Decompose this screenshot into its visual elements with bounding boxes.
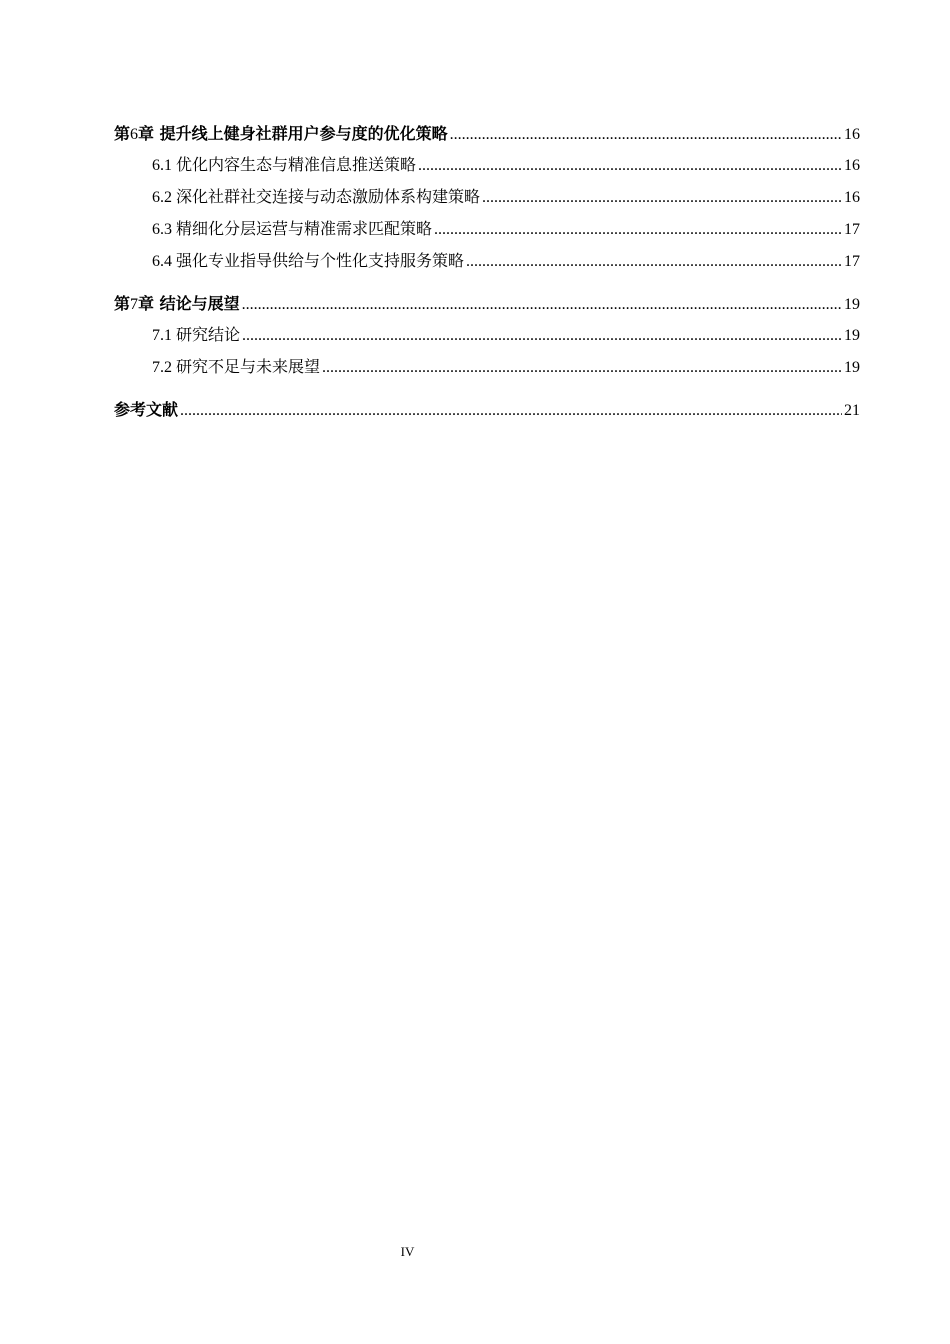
page-footer-number: IV <box>400 1244 415 1259</box>
toc-dot-leader <box>242 320 842 352</box>
toc-page-number: 19 <box>844 327 860 344</box>
toc-entry-7-1[interactable] <box>114 320 860 352</box>
toc-entry-references[interactable] <box>114 394 860 426</box>
table-of-contents <box>114 118 860 426</box>
toc-entry-label: 6.2 深化社群社交连接与动态激励体系构建策略 <box>152 189 481 206</box>
toc-page-number: 17 <box>844 221 860 238</box>
toc-dot-leader <box>450 119 842 151</box>
toc-entry-label: 7.1 研究结论 <box>152 327 241 344</box>
toc-entry-label: 6.4 强化专业指导供给与个性化支持服务策略 <box>152 253 465 270</box>
toc-entry-label: 第7章 结论与展望 <box>114 294 240 313</box>
toc-entry-label: 参考文献 <box>114 400 179 419</box>
toc-page-number: 19 <box>844 296 860 313</box>
toc-entry-label: 6.3 精细化分层运营与精准需求匹配策略 <box>152 221 433 238</box>
toc-entry-label: 6.1 优化内容生态与精准信息推送策略 <box>152 157 417 174</box>
toc-page-number: 16 <box>844 126 860 143</box>
toc-dot-leader <box>322 352 842 384</box>
toc-dot-leader <box>466 246 842 278</box>
toc-entry-7-2[interactable] <box>114 352 860 384</box>
toc-entry-6-2[interactable] <box>114 182 860 214</box>
toc-entry-6-3[interactable] <box>114 214 860 246</box>
toc-entry-chapter-6[interactable] <box>114 118 860 150</box>
toc-page-number: 21 <box>844 402 860 419</box>
toc-dot-leader <box>482 182 842 214</box>
toc-page-number: 19 <box>844 359 860 376</box>
toc-entry-6-1[interactable] <box>114 150 860 182</box>
toc-dot-leader <box>418 150 842 182</box>
toc-entry-label: 第6章 提升线上健身社群用户参与度的优化策略 <box>114 124 448 143</box>
toc-page-number: 16 <box>844 157 860 174</box>
toc-dot-leader <box>180 395 842 427</box>
toc-dot-leader <box>242 289 842 321</box>
toc-dot-leader <box>434 214 842 246</box>
toc-entry-label: 7.2 研究不足与未来展望 <box>152 359 321 376</box>
toc-entry-6-4[interactable] <box>114 246 860 278</box>
toc-page-number: 17 <box>844 253 860 270</box>
toc-page-number: 16 <box>844 189 860 206</box>
toc-entry-chapter-7[interactable] <box>114 288 860 320</box>
